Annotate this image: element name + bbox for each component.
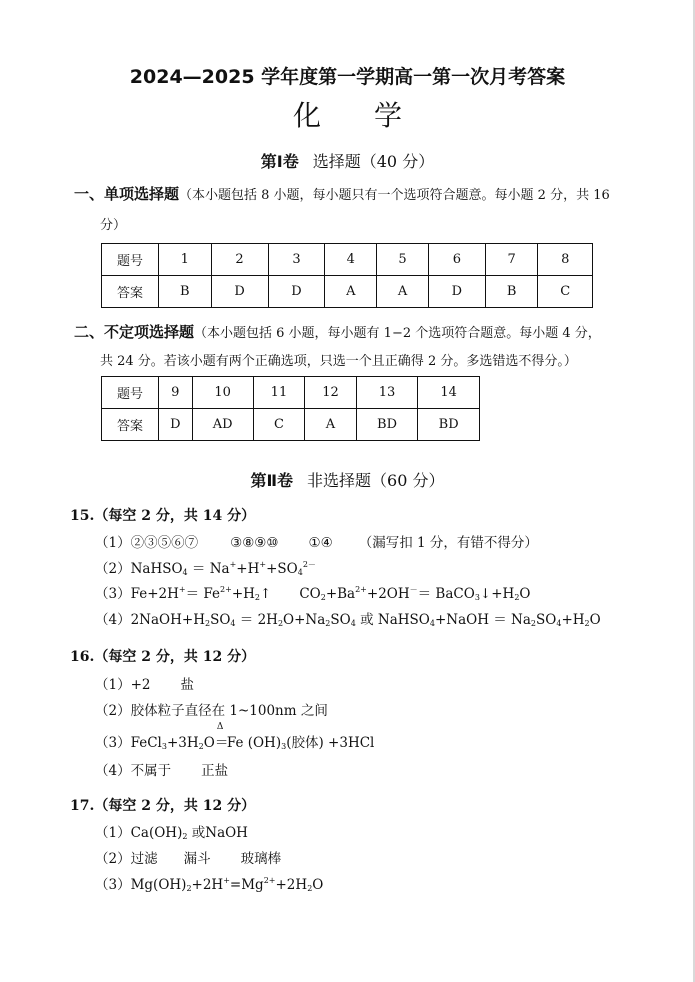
volume1-heading [0, 149, 695, 172]
table-cell: D [159, 409, 193, 441]
q15-line4 [95, 608, 601, 628]
answer-text: (胶体) [286, 735, 324, 751]
q16-line2 [95, 699, 328, 719]
volume2-label: 第Ⅱ卷 [250, 471, 294, 490]
q16-line4 [95, 759, 228, 779]
table-cell: 9 [159, 377, 193, 409]
table-cell: 4 [325, 244, 377, 276]
line-index: （2） [95, 851, 131, 867]
table-cell: 8 [538, 244, 593, 276]
answer-text: 正盐 [201, 763, 229, 779]
table-row [102, 276, 593, 308]
chem-equation: $Mg(OH)_2+2H^+=Mg^{2+}+2H_2O$ [130, 876, 324, 893]
table-cell: D [428, 276, 485, 308]
volume1-title: 选择题（40 分） [312, 152, 435, 171]
table-cell: AD [192, 409, 253, 441]
chem-equation: $Fe+2H^+= Fe^{2+}+H_2↑$ [130, 585, 272, 602]
table-cell: 12 [305, 377, 357, 409]
table-cell: 14 [418, 377, 480, 409]
answer-text: ②③⑤⑥⑦ [130, 535, 199, 551]
answer-text: 玻璃棒 [240, 851, 282, 867]
q15-title: 15.（每空 2 分，共 14 分） [70, 508, 256, 524]
q15-line1 [95, 531, 538, 551]
table-row-label: 答案 [102, 409, 159, 441]
section2-answer-table [101, 376, 480, 441]
table-cell: 3 [268, 244, 325, 276]
grading-note: （漏写扣 1 分，有错不得分） [358, 535, 538, 551]
line-index: （3） [95, 877, 131, 893]
answer-text: 漏斗 [183, 851, 211, 867]
q17-line2 [95, 847, 281, 867]
volume2-heading [0, 468, 695, 491]
chem-equation: $FeCl_3+3H_2O$ Δ ＝Fe $(OH)_3$ [130, 722, 287, 751]
q17-line3 [95, 873, 323, 893]
page-title: 2024—2025 学年度第一学期高一第一次月考答案 [129, 66, 566, 88]
line-index: （4） [95, 612, 131, 628]
chem-equation: $CO_2+Ba^{2+}+2OH^-=$ $BaCO_3↓+H_2O$ [299, 585, 531, 602]
table-cell: D [211, 276, 268, 308]
table-cell: B [485, 276, 538, 308]
line-index: （1） [95, 677, 131, 693]
answer-text: ③⑧⑨⑩ [230, 535, 279, 551]
table-cell: B [159, 276, 212, 308]
q17-line1 [95, 821, 248, 841]
table-cell: 10 [192, 377, 253, 409]
answer-text: 过滤 [130, 851, 158, 867]
table-cell: D [268, 276, 325, 308]
table-cell: A [325, 276, 377, 308]
table-cell: A [305, 409, 357, 441]
q16-line3 [95, 722, 375, 751]
table-cell: BD [418, 409, 480, 441]
line-index: （1） [95, 825, 131, 841]
table-cell: 6 [428, 244, 485, 276]
answer-text: 盐 [180, 677, 194, 693]
line-index: （4） [95, 763, 131, 779]
q17-title: 17.（每空 2 分，共 12 分） [70, 798, 256, 814]
table-cell: 7 [485, 244, 538, 276]
table-cell: A [377, 276, 429, 308]
q16-title: 16.（每空 2 分，共 12 分） [70, 649, 256, 665]
section2-heading: 二、不定项选择题 [74, 323, 195, 341]
table-row [102, 377, 480, 409]
line-index: （2） [95, 703, 131, 719]
q15-line3 [95, 582, 530, 602]
or-text: 或 [360, 612, 374, 628]
table-row-label: 题号 [102, 377, 159, 409]
table-cell: 13 [356, 377, 418, 409]
answer-text: 不属于 [130, 763, 172, 779]
volume2-title: 非选择题（60 分） [307, 471, 445, 490]
line-index: （3） [95, 586, 131, 602]
section1-note-b: 分） [100, 218, 127, 233]
q16-line1 [95, 673, 194, 693]
section1-note-a: （本小题包括 8 小题，每小题只有一个选项符合题意。每小题 2 分，共 16 [179, 188, 610, 203]
answer-text: ①④ [308, 535, 333, 551]
or-text: 或 [191, 825, 206, 841]
q15-line2 [95, 557, 316, 577]
chem-equation: NaHSO$_4$ ＝ $Na^++H^++SO_4^{2-}$ [130, 560, 316, 577]
chem-equation: +3HCl [323, 735, 375, 751]
section1-heading: 一、单项选择题 [74, 185, 180, 203]
table-cell: 1 [159, 244, 212, 276]
line-index: （1） [95, 535, 131, 551]
chem-equation: NaHSO$_4$+NaOH ＝ $Na_2SO_4+H_2O$ [377, 612, 601, 628]
table-row [102, 244, 593, 276]
answer-text: NaOH [205, 825, 248, 841]
section2-heading-line [74, 321, 601, 342]
line-index: （2） [95, 561, 131, 577]
volume1-label: 第Ⅰ卷 [260, 152, 299, 171]
table-row-label: 答案 [102, 276, 159, 308]
table-cell: BD [356, 409, 418, 441]
table-row [102, 409, 480, 441]
line-index: （3） [95, 735, 131, 751]
answer-text: +2 [130, 677, 151, 693]
table-cell: C [253, 409, 305, 441]
chem-equation: $2NaOH+H_2SO_4 = 2H_2O+Na_2SO_4$ [130, 612, 356, 628]
table-row-label: 题号 [102, 244, 159, 276]
chem-equation: $Ca(OH)_2$ [130, 825, 188, 841]
table-cell: 11 [253, 377, 305, 409]
answer-text: 胶体粒子直径在 1~100nm 之间 [130, 703, 328, 719]
table-cell: C [538, 276, 593, 308]
section2-note-b: 共 24 分。若该小题有两个正确选项，只选一个且正确得 2 分。多选错选不得分。） [100, 354, 577, 369]
section1-heading-line [74, 183, 610, 204]
section2-note-a: （本小题包括 6 小题，每小题有 1−2 个选项符合题意。每小题 4 分， [194, 326, 601, 341]
table-cell: 5 [377, 244, 429, 276]
table-cell: 2 [211, 244, 268, 276]
section1-answer-table [101, 243, 593, 308]
subject-title: 化 学 [293, 99, 424, 132]
